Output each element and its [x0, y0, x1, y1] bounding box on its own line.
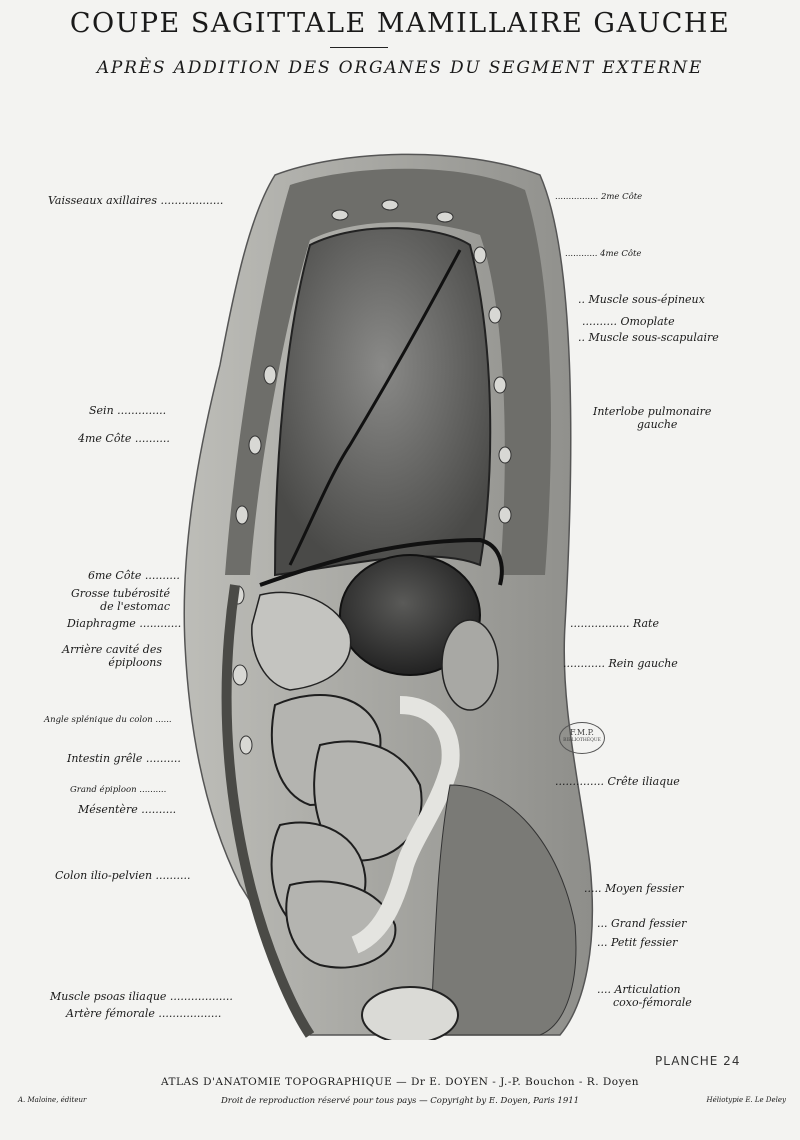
label-mesentere: Mésentère .......... [78, 803, 177, 816]
label-arriere-cavite: Arrière cavité des épiploons [62, 643, 162, 669]
label-6me-cote: 6me Côte .......... [88, 569, 180, 582]
label-diaphragme: Diaphragme ............ [67, 617, 182, 630]
label-grand-fessier: ... Grand fessier [597, 917, 687, 930]
femoral-head [362, 987, 458, 1040]
label-rein-gauche: ............ Rein gauche [563, 657, 678, 670]
footer-printer: Héliotypie E. Le Deley [706, 1096, 786, 1104]
label-omoplate: .......... Omoplate [582, 315, 675, 328]
label-artere-femorale: Artère fémorale .................. [66, 1007, 222, 1020]
footer-publisher: A. Maloine, éditeur [18, 1096, 87, 1104]
lung [275, 228, 490, 575]
plate-title: COUPE SAGITTALE MAMILLAIRE GAUCHE [69, 8, 731, 39]
label-articulation: .... Articulation coxo-fémorale [597, 983, 692, 1009]
label-rate: ................. Rate [570, 617, 659, 630]
label-petit-fessier: ... Petit fessier [597, 936, 678, 949]
title-rule [330, 47, 388, 48]
label-4me-cote-right: ............ 4me Côte [565, 249, 642, 259]
label-crete-iliaque: .............. Crête iliaque [555, 775, 680, 788]
label-sous-scapulaire: .. Muscle sous-scapulaire [578, 331, 719, 344]
label-sous-epineux: .. Muscle sous-épineux [578, 293, 705, 306]
kidney [442, 620, 498, 710]
sagittal-section-image [180, 145, 600, 1040]
label-grand-epiploon: Grand épiploon .......... [70, 785, 167, 795]
plate-subtitle: APRÈS ADDITION DES ORGANES DU SEGMENT EXTERNE [96, 58, 704, 78]
footer-copyright: Droit de reproduction réservé pour tous pays — Copyright by E. Doyen, Paris 1911 [220, 1096, 580, 1106]
label-colon-ilio-pelvien: Colon ilio-pelvien .......... [55, 869, 191, 882]
label-2me-cote: ................ 2me Côte [555, 192, 643, 202]
plate-number: PLANCHE 24 [655, 1054, 741, 1068]
label-vaisseaux-axillaires: Vaisseaux axillaires .................. [48, 194, 224, 207]
label-angle-splenique: Angle splénique du colon ...... [44, 715, 172, 725]
label-4me-cote-left: 4me Côte .......... [78, 432, 170, 445]
label-interlobe-pulmonaire: Interlobe pulmonaire gauche [593, 405, 712, 431]
library-stamp: F.M.P. BIBLIOTHÈQUE [559, 722, 605, 754]
label-intestin-grele: Intestin grêle .......... [67, 752, 181, 765]
footer-atlas-credit: ATLAS D'ANATOMIE TOPOGRAPHIQUE — Dr E. DOYEN - J.-P. Bouchon - R. Doyen [160, 1076, 640, 1088]
label-moyen-fessier: ..... Moyen fessier [584, 882, 684, 895]
label-grosse-tuberosite: Grosse tubérosité de l'estomac [71, 587, 170, 613]
label-psoas-iliaque: Muscle psoas iliaque .................. [50, 990, 233, 1003]
label-sein: Sein .............. [89, 404, 167, 417]
